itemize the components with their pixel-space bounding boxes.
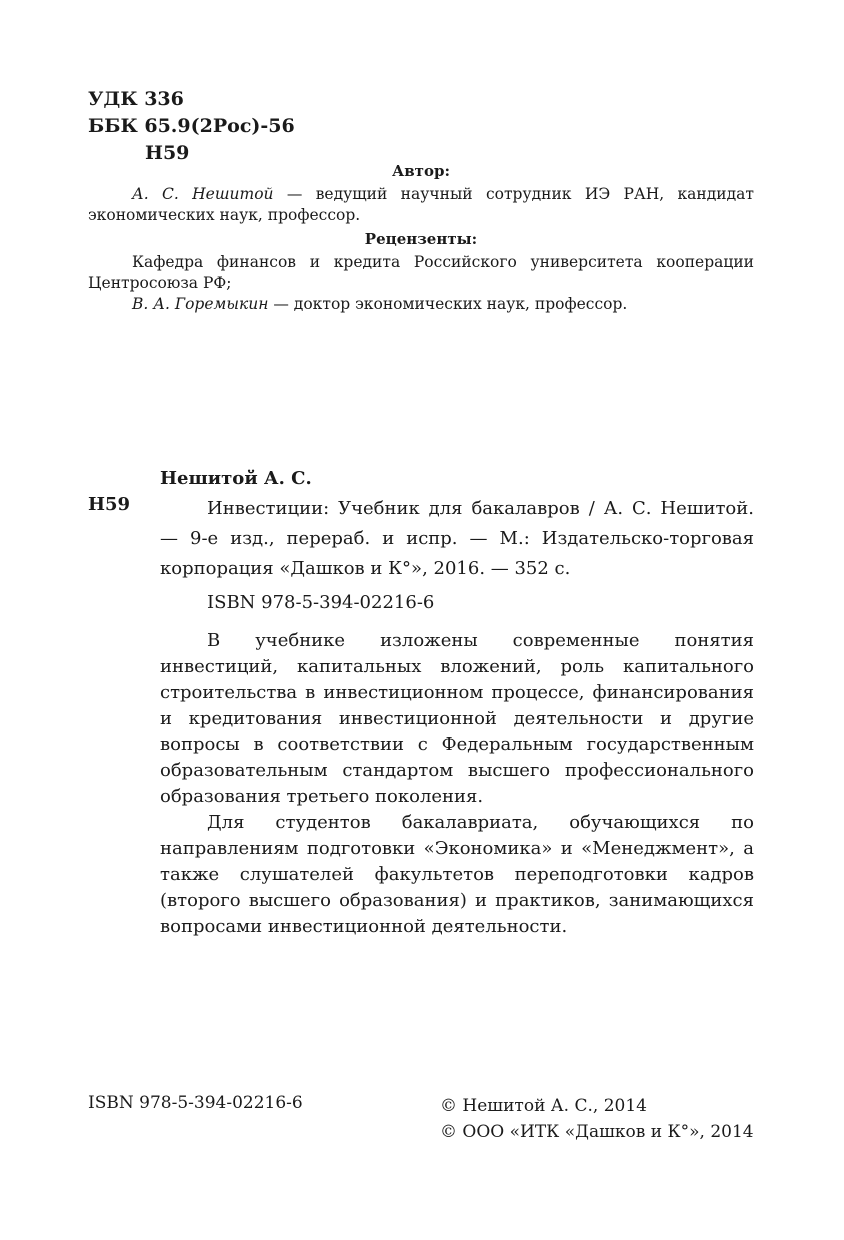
biblio-code: Н59 (88, 494, 131, 515)
reviewer-2-name: В. А. Горемыкин (132, 295, 269, 313)
reviewer-1: Кафедра финансов и кредита Российского университета кооперации Центросоюза РФ; (88, 253, 754, 292)
reviewers-section-title: Рецензенты: (364, 230, 478, 248)
annotation-paragraph-2: Для студентов бакалавриата, обучающихся по направлениям подготовки «Экономика» и «Менеджмент», а также слушателей факультетов переподготовки кадров (второго высшего образования) и практиков, занимающихся вопросами инвестиционной деятельности. (160, 812, 754, 937)
annotation-paragraph-1: В учебнике изложены современные понятия инвестиций, капитальных вложений, роль капитального строительства в инвестиционном процессе, финансирования и кредитования инвестиционной деятельности и другие вопросы в соответствии с Федеральным государственным образовательным стандартом высшего профессионального образования третьего поколения. (160, 630, 754, 807)
author-description: — ведущий научный сотрудник ИЭ РАН, кандидат экономических наук, профессор. (88, 185, 754, 224)
author-section-title: Автор: (392, 162, 450, 180)
classification-block (88, 86, 295, 167)
footer-copyright (440, 1093, 754, 1145)
copyright-author: © Нешитой А. С., 2014 (440, 1096, 647, 1116)
udk-code: УДК 336 (88, 88, 184, 110)
bbk-code: ББК 65.9(2Рос)-56 (88, 115, 295, 137)
biblio-entry-text: Инвестиции: Учебник для бакалавров / А. С. Нешитой. — 9-е изд., перераб. и испр. — М.: Издательско-торговая корпорация «Дашков и К°», 2016. — 352 с. (160, 498, 754, 579)
author-name: А. С. Нешитой (132, 185, 274, 203)
biblio-author: Нешитой А. С. (160, 468, 312, 489)
biblio-isbn: ISBN 978-5-394-02216-6 (207, 592, 435, 613)
biblio-entry (160, 494, 754, 584)
reviewer-2-description: — доктор экономических наук, профессор. (268, 295, 628, 313)
copyright-publisher: © ООО «ИТК «Дашков и К°», 2014 (440, 1122, 754, 1142)
reviewers-info (88, 252, 754, 315)
author-mark: Н59 (145, 142, 190, 164)
author-info (88, 184, 754, 226)
annotation (160, 628, 754, 940)
footer-isbn: ISBN 978-5-394-02216-6 (88, 1093, 303, 1113)
